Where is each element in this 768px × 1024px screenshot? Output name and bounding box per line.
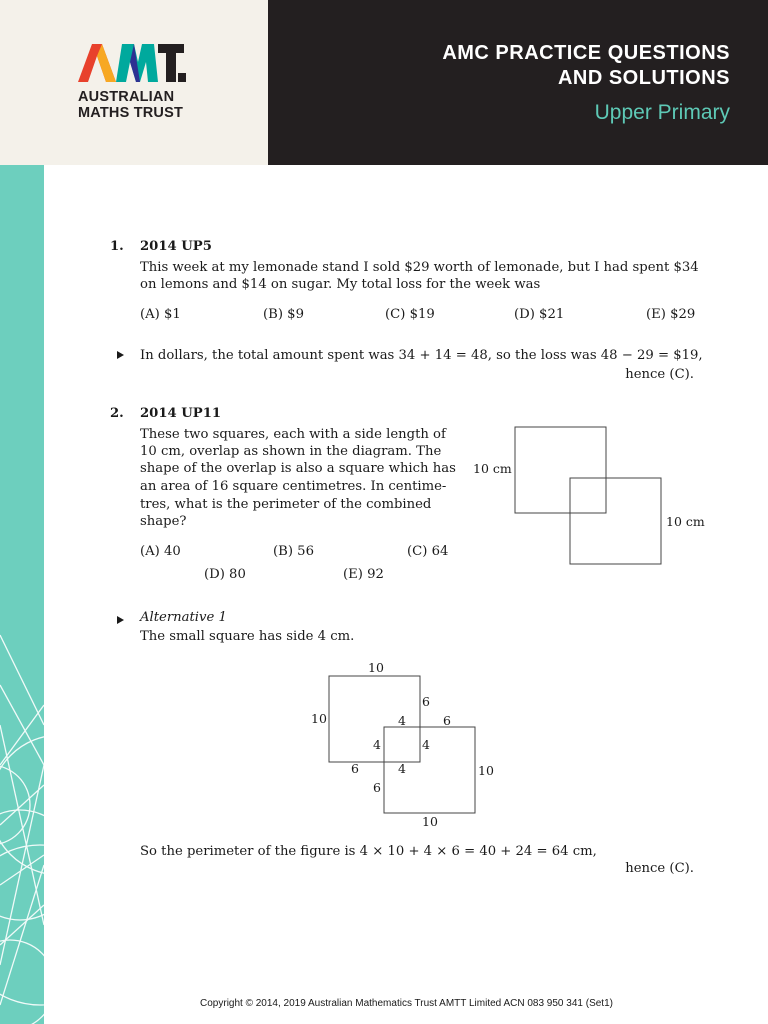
question-2-text-line-5: tres, what is the perimeter of the combined [140,497,432,512]
question-2-code: 2014 UP11 [140,406,222,421]
label-left-lower-six: 6 [373,780,381,795]
question-1-text-line-2: on lemons and $14 on sugar. My total loss for the week was [140,277,541,292]
solution-2-heading: Alternative 1 [140,610,227,625]
square-2 [570,478,661,564]
label-top: 10 [368,660,384,675]
question-2-number: 2. [110,406,124,421]
label-bottom: 10 [422,814,438,829]
label-right-upper: 6 [422,694,430,709]
page-title-line-2: AND SOLUTIONS [557,67,730,89]
label-inner-left: 4 [373,737,381,752]
question-1-option-a: (A) $1 [140,307,181,322]
question-1-code: 2014 UP5 [140,239,212,254]
solution-2-line-2: So the perimeter of the figure is 4 × 10 + 4 × 6 = 40 + 24 = 64 cm, [140,844,597,859]
square-2-side-label: 10 cm [666,514,705,529]
geometric-pattern-icon [0,165,44,1024]
logo-line-1: AUSTRALIAN [78,89,175,105]
page-title-line-1: AMC PRACTICE QUESTIONS [442,42,730,64]
footer-copyright: Copyright © 2014, 2019 Australian Mathematics Trust AMTT Limited ACN 083 950 341 (Set1) [200,998,613,1009]
square-1-side-label: 10 cm [473,461,512,476]
question-1-option-c: (C) $19 [385,307,435,322]
label-inner-top: 4 [398,713,406,728]
solution-squares-diagram [300,655,510,835]
square-1 [515,427,606,513]
label-bottom-left-six: 6 [351,761,359,776]
solution-2-line-1: The small square has side 4 cm. [140,629,355,644]
question-2-option-e: (E) 92 [343,567,384,582]
label-inner-right: 4 [422,737,430,752]
question-1-option-e: (E) $29 [646,307,696,322]
solution-1-line-1: In dollars, the total amount spent was 34 + 14 = 48, so the loss was 48 − 29 = $19, [140,348,703,363]
question-2-text-line-3: shape of the overlap is also a square which has [140,461,456,476]
question-2-option-a: (A) 40 [140,544,181,559]
question-2-text-line-6: shape? [140,514,187,529]
solution-2-arrow-icon [117,616,124,624]
solution-2-line-3: hence (C). [625,861,694,876]
label-right-six: 6 [443,713,451,728]
label-right: 10 [478,763,494,778]
logo-line-2: MATHS TRUST [78,105,184,121]
header-brand-panel [0,0,268,165]
question-2-text-line-4: an area of 16 square centimetres. In centime- [140,479,447,494]
question-1-option-d: (D) $21 [514,307,565,322]
decorative-side-band [0,165,44,1024]
question-2-text-line-2: 10 cm, overlap as shown in the diagram. The [140,444,442,459]
page-subtitle: Upper Primary [594,101,730,124]
question-1-text-line-1: This week at my lemonade stand I sold $29 worth of lemonade, but I had spent $34 [140,260,699,275]
overlapping-squares-diagram [465,420,715,570]
question-2-text-line-1: These two squares, each with a side length of [140,427,446,442]
question-2-option-d: (D) 80 [204,567,246,582]
amt-logo-icon [78,44,186,82]
question-2-option-b: (B) 56 [273,544,314,559]
solution-1-line-2: hence (C). [625,367,694,382]
question-2-option-c: (C) 64 [407,544,449,559]
question-1-number: 1. [110,239,124,254]
label-inner-bottom: 4 [398,761,406,776]
question-1-option-b: (B) $9 [263,307,304,322]
label-left: 10 [311,711,327,726]
solution-1-arrow-icon [117,351,124,359]
